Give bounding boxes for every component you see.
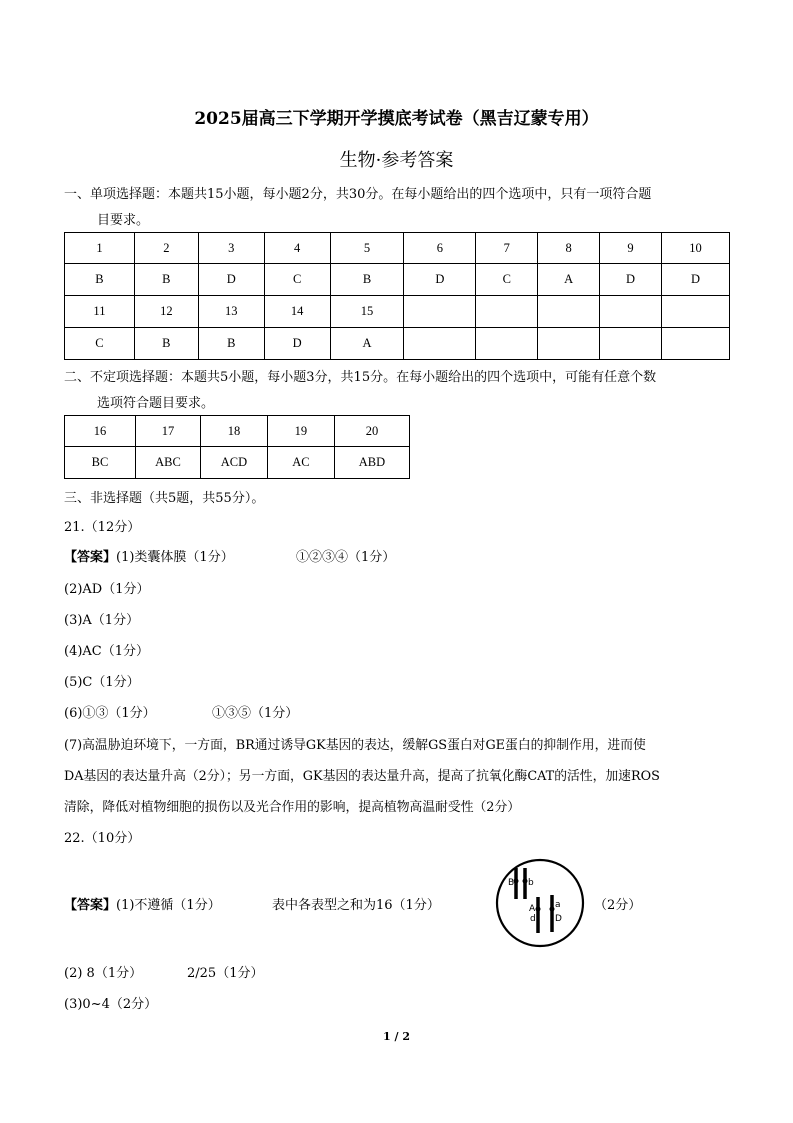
table-cell: D (404, 264, 476, 296)
table-cell: 4 (264, 233, 330, 264)
table-cell: C (476, 264, 538, 296)
q22-a2: (2) 8（1分） (64, 966, 143, 981)
allele-label: d (530, 914, 536, 924)
centromere (536, 907, 541, 912)
table-cell: 11 (65, 296, 135, 328)
q22-a1: (1)不遵循（1分） (116, 898, 221, 913)
table-cell (662, 296, 730, 328)
table-cell: 16 (65, 416, 136, 447)
multi-choice-answer-table (64, 415, 410, 479)
table-cell: B (65, 264, 135, 296)
cell-outline (497, 860, 583, 946)
table-cell: 8 (538, 233, 600, 264)
allele-label: D (555, 914, 562, 924)
table-cell: C (65, 328, 135, 360)
table-cell: 2 (134, 233, 198, 264)
allele-label: a (555, 900, 561, 910)
q21-a3: (3)A（1分） (64, 613, 140, 628)
table-cell: 12 (134, 296, 198, 328)
table-cell (600, 296, 662, 328)
section2-instruction-line2: 选项符合题目要求。 (97, 396, 215, 411)
table-cell: 6 (404, 233, 476, 264)
table-cell (404, 296, 476, 328)
table-cell: ABD (334, 447, 409, 479)
q22-answer-1 (64, 894, 221, 913)
table-cell: A (538, 264, 600, 296)
table-cell: 17 (136, 416, 201, 447)
q21-a7-line2: DA基因的表达量升高（2分）；另一方面，GK基因的表达量升高，提高了抗氧化酶CAT的活性，加速ROS (64, 769, 660, 784)
table-cell: 20 (334, 416, 409, 447)
table-cell: 15 (330, 296, 404, 328)
section1-instruction-line1: 一、单项选择题：本题共15小题，每小题2分，共30分。在每小题给出的四个选项中，只有一项符合题 (64, 187, 652, 202)
table-cell (662, 328, 730, 360)
allele-label: A (529, 904, 536, 914)
table-cell: 9 (600, 233, 662, 264)
q21-a7-line1: (7)高温胁迫环境下，一方面，BR通过诱导GK基因的表达，缓解GS蛋白对GE蛋白的抑制作用，进而使 (64, 738, 646, 753)
table-cell: D (198, 264, 264, 296)
table-cell: B (134, 264, 198, 296)
table-cell: AC (267, 447, 334, 479)
centromere (523, 879, 528, 884)
table-cell: 5 (330, 233, 404, 264)
table-cell: 3 (198, 233, 264, 264)
table-cell: B (330, 264, 404, 296)
table-cell: 18 (200, 416, 267, 447)
q22-a1b: 表中各表型之和为16（1分） (272, 898, 440, 913)
table-cell: A (330, 328, 404, 360)
centromere (514, 879, 519, 884)
table-cell (476, 328, 538, 360)
table-cell: ACD (200, 447, 267, 479)
q21-a2: (2)AD（1分） (64, 582, 150, 597)
table-cell: 14 (264, 296, 330, 328)
table-cell: 7 (476, 233, 538, 264)
q21-a1b: ①②③④（1分） (296, 550, 396, 565)
q22-a1c: （2分） (594, 898, 642, 913)
q21-answer-1 (64, 546, 234, 565)
table-cell: 19 (267, 416, 334, 447)
table-cell: D (600, 264, 662, 296)
q21-a4: (4)AC（1分） (64, 644, 150, 659)
answer-tag: 【答案】 (64, 550, 117, 565)
table-cell (538, 328, 600, 360)
q22-label: 22.（10分） (64, 831, 141, 846)
table-cell (538, 296, 600, 328)
allele-label: b (528, 878, 534, 888)
table-cell: 1 (65, 233, 135, 264)
section1-instruction-line2: 目要求。 (97, 213, 150, 228)
table-cell: 13 (198, 296, 264, 328)
table-cell: BC (65, 447, 136, 479)
page-number: 1 / 2 (383, 1030, 410, 1043)
section3-heading: 三、非选择题（共5题，共55分）。 (64, 491, 265, 506)
table-cell: C (264, 264, 330, 296)
q22-a2b: 2/25（1分） (187, 966, 264, 981)
page-title: 2025届高三下学期开学摸底考试卷（黑吉辽蒙专用） (194, 109, 599, 129)
section2-instruction-line1: 二、不定项选择题：本题共5小题，每小题3分，共15分。在每小题给出的四个选项中，可能有任意个数 (64, 370, 657, 385)
table-cell: D (662, 264, 730, 296)
table-cell: B (198, 328, 264, 360)
table-cell: ABC (136, 447, 201, 479)
table-cell: D (264, 328, 330, 360)
table-cell (600, 328, 662, 360)
allele-label: B (508, 878, 515, 888)
q21-a6: (6)①③（1分） (64, 706, 156, 721)
table-cell: 10 (662, 233, 730, 264)
page-subtitle: 生物·参考答案 (339, 150, 454, 171)
q21-a1: (1)类囊体膜（1分） (116, 550, 234, 565)
single-choice-answer-table (64, 232, 730, 360)
table-cell (404, 328, 476, 360)
q21-label: 21.（12分） (64, 520, 141, 535)
q21-a5: (5)C（1分） (64, 675, 140, 690)
q22-a3: (3)0~4（2分） (64, 997, 158, 1012)
centromere (550, 907, 555, 912)
table-cell: B (134, 328, 198, 360)
q21-a6b: ①③⑤（1分） (212, 706, 299, 721)
table-cell (476, 296, 538, 328)
chromosome-diagram (494, 857, 586, 949)
answer-tag: 【答案】 (64, 898, 117, 913)
q21-a7-line3: 清除，降低对植物细胞的损伤以及光合作用的影响，提高植物高温耐受性（2分） (64, 800, 521, 815)
